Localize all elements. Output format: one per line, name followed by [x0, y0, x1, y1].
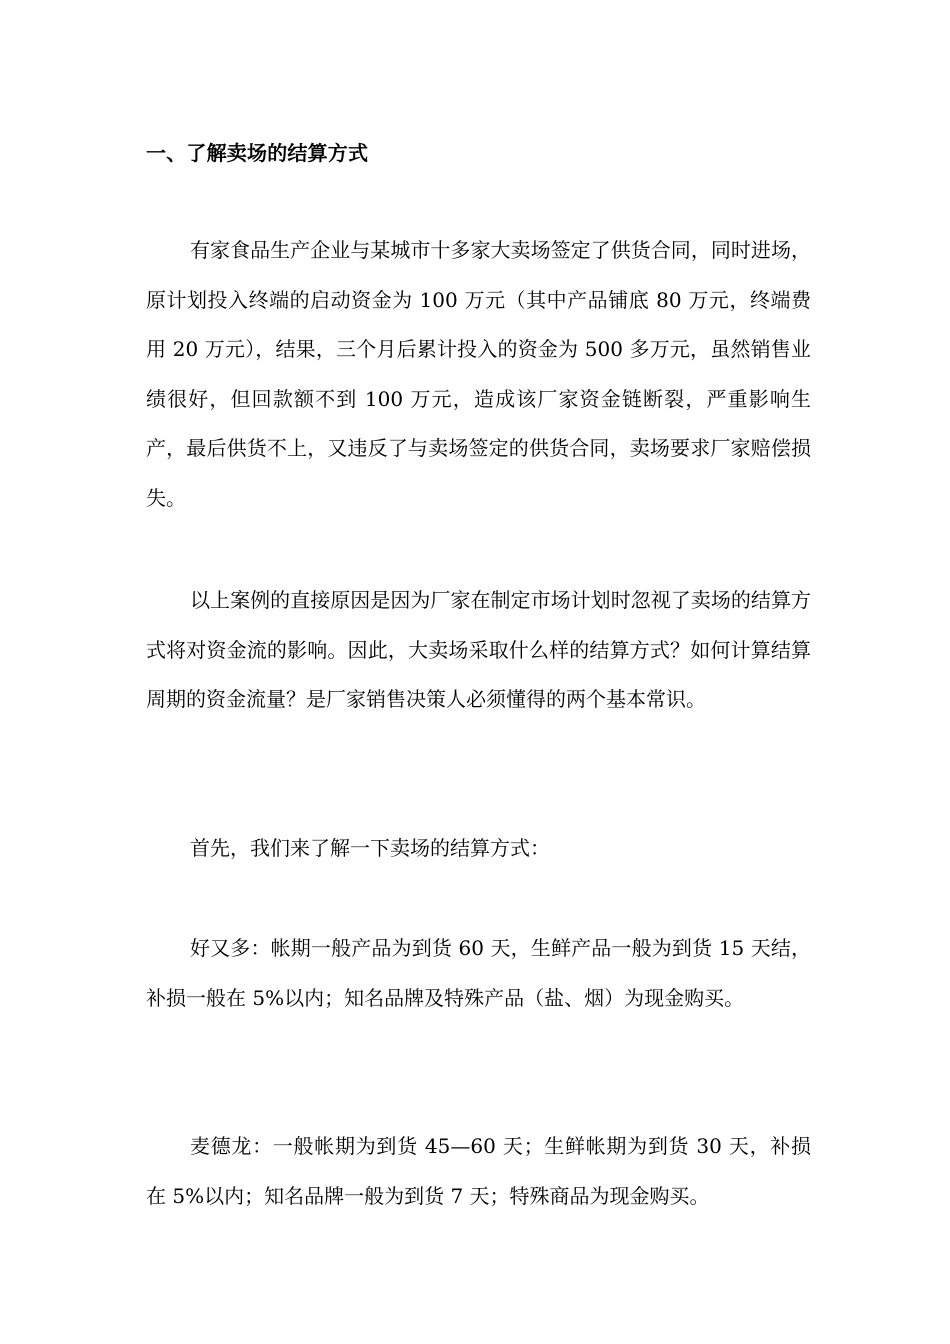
paragraph-case-study: 有家食品生产企业与某城市十多家大卖场签定了供货合同，同时进场，原计划投入终端的启动资金为 100 万元（其中产品铺底 80 万元，终端费用 20 万元），结果，三个月后累计投入的资金为 500 多万元，虽然销售业绩很好，但回款额不到 100 万元，造成该厂家资金链断裂，严重影响生产，最后供货不上，又违反了与卖场签定的供货合同，卖场要求厂家赔偿损失。 — [146, 238, 811, 510]
paragraph-analysis: 以上案例的直接原因是因为厂家在制定市场计划时忽视了卖场的结算方式将对资金流的影响。因此，大卖场采取什么样的结算方式？如何计算结算周期的资金流量？是厂家销售决策人必须懂得的两个基本常识。 — [146, 588, 811, 711]
paragraph-haoyouduo: 好又多：帐期一般产品为到货 60 天，生鲜产品一般为到货 15 天结，补损一般在 5%以内；知名品牌及特殊产品（盐、烟）为现金购买。 — [146, 936, 811, 1010]
paragraph-metro: 麦德龙：一般帐期为到货 45—60 天；生鲜帐期为到货 30 天，补损在 5%以内；知名品牌一般为到货 7 天；特殊商品为现金购买。 — [146, 1134, 811, 1208]
section-heading: 一、了解卖场的结算方式 — [146, 141, 369, 165]
paragraph-intro: 首先，我们来了解一下卖场的结算方式： — [190, 836, 550, 860]
